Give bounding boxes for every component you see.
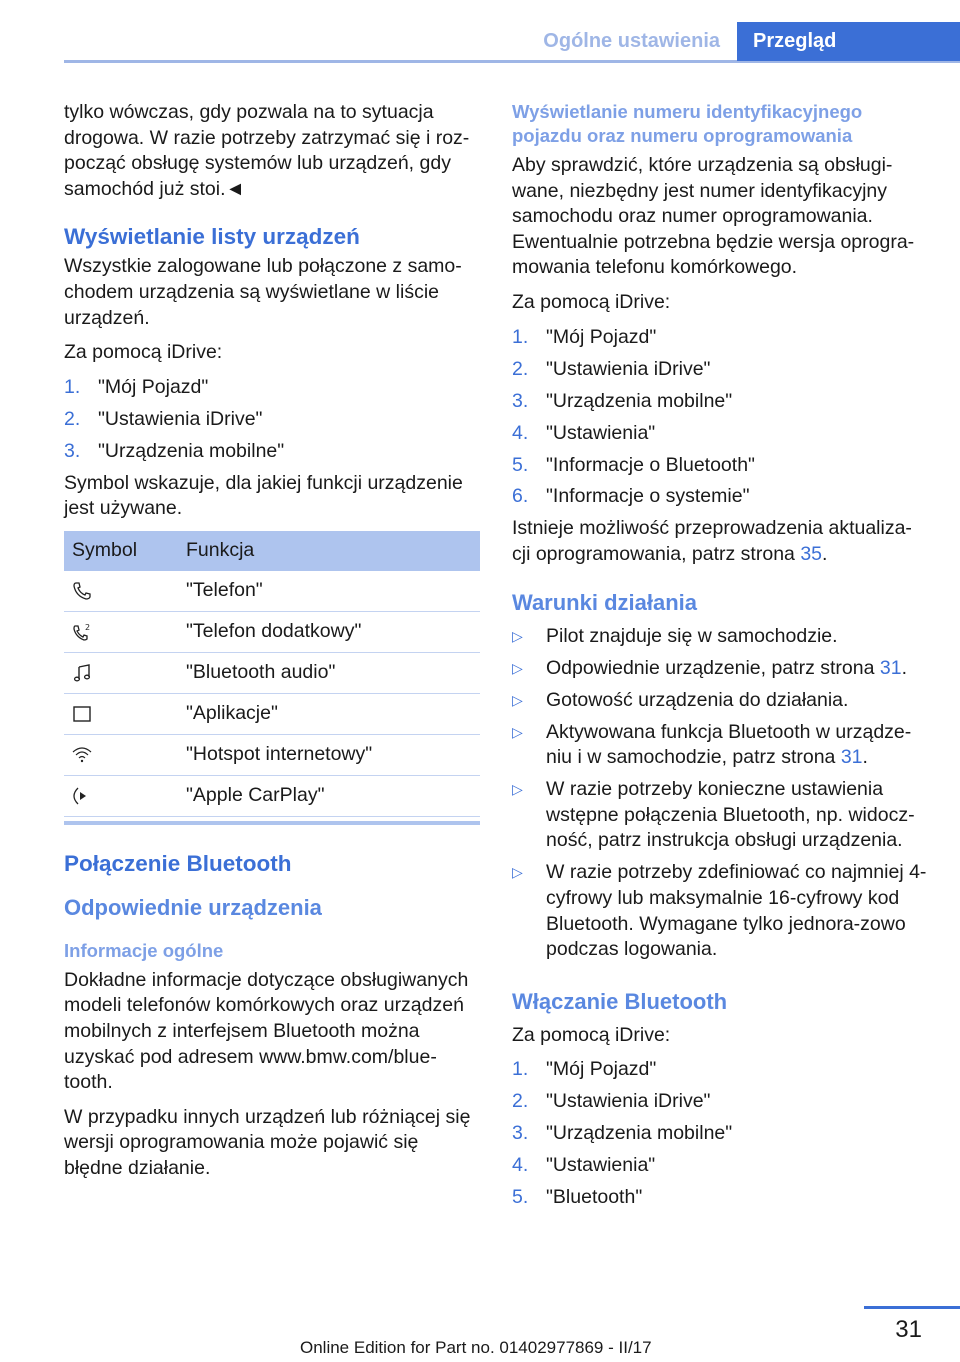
svg-text:2: 2 <box>85 623 91 633</box>
update-text-end: . <box>822 543 828 566</box>
page-number: 31 <box>895 1316 922 1343</box>
step-text: "Mój Pojazd" <box>546 1058 657 1081</box>
table-cell-symbol <box>64 775 178 816</box>
list-item <box>64 407 482 433</box>
table-header-function: Funkcja <box>178 531 480 571</box>
table-row <box>64 734 480 775</box>
table-row <box>64 775 480 816</box>
list-item <box>512 484 928 510</box>
other-devices-paragraph: W przypadku innych urządzeń lub różniącej się wersji oprogramowania może pojawić się błędne działanie. <box>64 1105 471 1180</box>
list-item <box>512 656 928 682</box>
step-number: 2. <box>512 357 529 380</box>
right-column <box>512 100 928 1217</box>
page-link-31[interactable]: 31 <box>840 746 863 769</box>
page-link-35[interactable]: 35 <box>800 543 823 566</box>
table-header-symbol: Symbol <box>64 531 178 571</box>
update-paragraph <box>512 516 928 567</box>
list-item <box>512 1089 928 1115</box>
table-cell-symbol <box>64 693 178 734</box>
device-list-steps <box>64 375 482 465</box>
step-number: 3. <box>512 389 529 412</box>
triangle-bullet-icon: ▷ <box>512 659 523 676</box>
header-tab-active[interactable]: Przegląd <box>737 22 960 61</box>
list-item <box>512 357 928 383</box>
heading-vin-software: Wyświetlanie numeru identyfikacyjnego pojazdu oraz numeru oprogramowania <box>512 101 863 146</box>
table-cell-symbol <box>64 652 178 693</box>
page-link-31[interactable]: 31 <box>879 656 902 679</box>
step-number: 1. <box>64 375 81 398</box>
list-item <box>512 624 928 650</box>
phone-2-icon <box>72 622 92 642</box>
list-item <box>512 325 928 351</box>
heading-conditions: Warunki działania <box>512 589 698 615</box>
update-text: Istnieje możliwość przeprowadzenia aktualiza‐cji oprogramowania, patrz strona <box>512 517 912 566</box>
table-row <box>64 693 480 734</box>
symbol-paragraph: Symbol wskazuje, dla jakiej funkcji urządzenie jest używane. <box>64 471 463 520</box>
table-cell-function: "Apple CarPlay" <box>178 775 480 816</box>
list-item <box>512 720 928 771</box>
bullet-text: W razie potrzeby zdefiniować co najmniej 4-cyfrowy lub maksymalnie 16-cyfrowy kod Bluetooth. Wymagane tylko jednora‐zowo podczas logowania. <box>546 861 927 961</box>
step-text: "Urządzenia mobilne" <box>546 389 733 412</box>
symbol-table <box>64 531 480 817</box>
wifi-icon <box>72 745 92 765</box>
music-note-icon <box>72 663 92 683</box>
table-cell-symbol <box>64 571 178 612</box>
heading-suitable-devices: Odpowiednie urządzenia <box>64 894 322 920</box>
step-number: 6. <box>512 485 529 508</box>
table-cell-symbol <box>64 611 178 652</box>
step-text: "Urządzenia mobilne" <box>546 1122 733 1145</box>
list-item <box>512 1185 928 1211</box>
heading-bluetooth-connection: Połączenie Bluetooth <box>64 850 292 876</box>
table-row <box>64 652 480 693</box>
vin-paragraph: Aby sprawdzić, które urządzenia są obsługi‐wane, niezbędny jest numer identyfikacyjny samochodu oraz numer oprogramowania. Ewentualnie potrzebna będzie wersja oprogra‐mowania telefonu komórkowego. <box>512 154 915 279</box>
left-column <box>64 100 482 1191</box>
table-cell-function: "Telefon" <box>178 571 480 612</box>
table-cell-function: "Telefon dodatkowy" <box>178 611 480 652</box>
step-number: 4. <box>512 421 529 444</box>
step-text: "Ustawienia iDrive" <box>98 407 263 430</box>
heading-device-list: Wyświetlanie listy urządzeń <box>64 224 360 250</box>
footer-edition: Online Edition for Part no. 01402977869 - II/17 <box>300 1338 652 1357</box>
list-item <box>512 1057 928 1083</box>
triangle-bullet-icon: ▷ <box>512 864 523 881</box>
step-text: "Ustawienia iDrive" <box>546 357 711 380</box>
idrive-paragraph: Za pomocą iDrive: <box>512 290 671 313</box>
idrive-paragraph: Za pomocą iDrive: <box>64 341 223 364</box>
step-text: "Mój Pojazd" <box>98 375 209 398</box>
vin-steps <box>512 325 928 511</box>
step-text: "Mój Pojazd" <box>546 325 657 348</box>
step-number: 2. <box>512 1090 529 1113</box>
step-text: "Ustawienia iDrive" <box>546 1090 711 1113</box>
step-number: 2. <box>64 407 81 430</box>
enable-bluetooth-steps <box>512 1057 928 1211</box>
table-cell-function: "Aplikacje" <box>178 693 480 734</box>
step-text: "Urządzenia mobilne" <box>98 439 285 462</box>
bullet-text: W razie potrzeby konieczne ustawienia wstępne połączenia Bluetooth, np. widocz‐ność, patrz instrukcja obsługi urządzenia. <box>546 778 915 852</box>
step-number: 5. <box>512 1186 529 1209</box>
list-item <box>512 777 928 854</box>
list-item <box>512 421 928 447</box>
table-row <box>64 571 480 612</box>
bullet-text-end: . <box>901 656 907 679</box>
idrive-paragraph-2: Za pomocą iDrive: <box>512 1023 671 1046</box>
device-list-paragraph: Wszystkie zalogowane lub połączone z samo‐chodem urządzenia są wyświetlane w liście urządzeń. <box>64 255 462 329</box>
step-text: "Informacje o Bluetooth" <box>546 453 755 476</box>
table-end-rule <box>64 821 480 825</box>
step-number: 4. <box>512 1154 529 1177</box>
triangle-bullet-icon: ▷ <box>512 781 523 798</box>
list-item <box>64 375 482 401</box>
list-item <box>512 1153 928 1179</box>
step-number: 1. <box>512 1058 529 1081</box>
step-number: 5. <box>512 453 529 476</box>
square-icon <box>72 704 92 724</box>
step-text: "Informacje o systemie" <box>546 485 750 508</box>
step-number: 3. <box>64 439 81 462</box>
bullet-text: Gotowość urządzenia do działania. <box>546 688 849 711</box>
list-item <box>64 439 482 465</box>
step-text: "Bluetooth" <box>546 1186 643 1209</box>
table-header-row <box>64 531 480 571</box>
step-text: "Ustawienia" <box>546 421 656 444</box>
bullet-text: Aktywowana funkcja Bluetooth w urządze‐niu i w samochodzie, patrz strona <box>546 720 912 769</box>
bullet-text: Pilot znajduje się w samochodzie. <box>546 624 838 647</box>
footer-rule <box>864 1306 960 1309</box>
list-item <box>512 453 928 479</box>
heading-enable-bluetooth: Włączanie Bluetooth <box>512 988 728 1014</box>
step-number: 1. <box>512 325 529 348</box>
step-text: "Ustawienia" <box>546 1154 656 1177</box>
table-cell-function: "Bluetooth audio" <box>178 652 480 693</box>
list-item <box>512 860 928 962</box>
table-cell-function: "Hotspot internetowy" <box>178 734 480 775</box>
intro-paragraph: tylko wówczas, gdy pozwala na to sytuacja drogowa. W razie potrzeby zatrzymać się i roz‐począć obsługę systemów lub urządzeń, gdy samochód już stoi.◄ <box>64 101 470 200</box>
list-item <box>512 1121 928 1147</box>
phone-icon <box>72 581 92 601</box>
list-item <box>512 688 928 714</box>
general-info-paragraph: Dokładne informacje dotyczące obsługiwanych modeli telefonów komórkowych oraz urządzeń mobilnych z interfejsem Bluetooth można uzyskać pod adresem www.bmw.com/blue‐tooth. <box>64 968 469 1094</box>
conditions-list <box>512 624 928 963</box>
bullet-text: Odpowiednie urządzenie, patrz strona <box>546 656 880 679</box>
play-icon <box>72 786 92 806</box>
table-cell-symbol <box>64 734 178 775</box>
triangle-bullet-icon: ▷ <box>512 723 523 740</box>
bullet-text-end: . <box>862 746 868 769</box>
triangle-bullet-icon: ▷ <box>512 627 523 644</box>
table-row <box>64 611 480 652</box>
step-number: 3. <box>512 1122 529 1145</box>
triangle-bullet-icon: ▷ <box>512 691 523 708</box>
heading-general-info: Informacje ogólne <box>64 939 224 961</box>
list-item <box>512 389 928 415</box>
header-section-title[interactable]: Ogólne ustawienia <box>543 30 720 52</box>
